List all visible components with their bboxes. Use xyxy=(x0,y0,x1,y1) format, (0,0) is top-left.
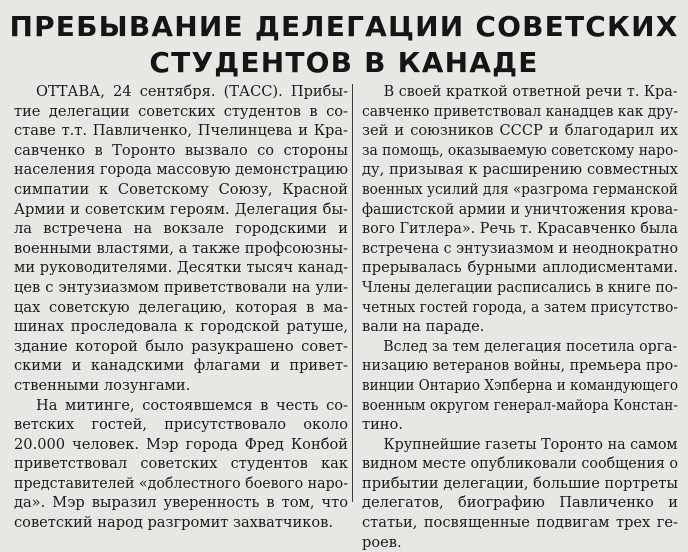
article-line: ду, призывая к расширению совместных xyxy=(362,161,678,179)
article-line: за помощь, оказываемую советскому наро- xyxy=(362,141,678,159)
article-line: низацию ветеранов войны, премьера про- xyxy=(362,357,678,375)
article-line: военными властями, а также профсоюзны- xyxy=(14,239,348,257)
article-line: ми руководителями. Десятки тысяч канад- xyxy=(14,259,348,277)
article-line: вали на параде. xyxy=(362,318,485,336)
article-line: роев. xyxy=(362,533,402,551)
article-line: ственными лозунгами. xyxy=(14,376,191,394)
article-line: советский народ разгромит захватчиков. xyxy=(14,514,334,532)
headline-line-1: ПРЕБЫВАНИЕ ДЕЛЕГАЦИИ СОВЕТСКИХ xyxy=(9,10,679,43)
article-line: военных усилий для «разгрома германской xyxy=(362,180,678,198)
article-line: тие делегации советских студентов в со- xyxy=(14,102,348,120)
article-line: вого Гитлера». Речь т. Красавченко была xyxy=(362,220,678,238)
article-line: цах советскую делегацию, которая в ма- xyxy=(14,298,348,316)
article-line: прибытии делегации, большие портреты xyxy=(362,474,678,492)
column-divider xyxy=(352,84,353,502)
article-line: ставе т.т. Павличенко, Пчелинцева и Кра- xyxy=(14,122,348,140)
article-line: Вслед за тем делегация посетила орга- xyxy=(383,337,678,355)
article-line: зей и союзников СССР и благодарил их xyxy=(362,122,678,140)
article-line: шинах проследовала к городской ратуше, xyxy=(14,318,348,336)
article-line: да». Мэр выразил уверенность в том, что xyxy=(14,494,348,512)
article-line: цев с энтузиазмом приветствовали на ули- xyxy=(14,278,348,296)
article-line: четных гостей города, а затем присутство- xyxy=(362,298,678,316)
article-line: встречена с энтузиазмом и неоднократно xyxy=(362,239,678,257)
headline-line-2: СТУДЕНТОВ В КАНАДЕ xyxy=(149,46,539,79)
right-column xyxy=(362,82,678,552)
left-column xyxy=(14,82,348,533)
article-line: На митинге, состоявшемся в честь со- xyxy=(36,396,348,414)
article-line: населения города массовую демонстрацию xyxy=(14,161,348,179)
article-line: В своей краткой ответной речи т. Кра- xyxy=(383,83,678,100)
article-line: ла встречена на вокзале городскими и xyxy=(14,220,348,238)
article-line: симпатии к Советскому Союзу, Красной xyxy=(14,180,348,198)
article-line: Армии и советским героям. Делегация бы- xyxy=(14,200,348,218)
article-line: Члены делегации расписались в книге по- xyxy=(362,278,678,296)
article-line: 20.000 человек. Мэр города Фред Конбой xyxy=(14,435,348,453)
article-line: ветских гостей, присутствовало около xyxy=(14,416,348,434)
article-line: делегатов, биографию Павличенко и xyxy=(362,494,678,512)
article-line: савченко в Торонто вызвало со стороны xyxy=(14,141,348,159)
article-line: тино. xyxy=(362,416,403,434)
article-line: прерывалась бурными аплодисментами. xyxy=(362,259,678,277)
article-line: винции Онтарио Хэпберна и командующего xyxy=(362,376,678,394)
article-line: приветствовал советских студентов как xyxy=(14,455,348,473)
article-line: ОТТАВА, 24 сентября. (ТАСС). Прибы- xyxy=(36,83,348,100)
article-line: военным округом генерал-майора Констан- xyxy=(362,396,678,414)
article-line: Крупнейшие газеты Торонто на самом xyxy=(383,435,678,453)
article-line: видном месте опубликовали сообщения о xyxy=(362,455,678,473)
article-line: статьи, посвященные подвигам трех ге- xyxy=(362,514,678,532)
article-line: фашистской армии и уничтожения крова- xyxy=(362,200,678,218)
article-line: здание которой было разукрашено совет- xyxy=(14,337,348,355)
article-line: савченко приветствовал канадцев как дру- xyxy=(362,102,678,120)
article-line: представителей «доблестного боевого наро- xyxy=(14,474,348,492)
article-line: скими и канадскими флагами и привет- xyxy=(14,357,348,375)
